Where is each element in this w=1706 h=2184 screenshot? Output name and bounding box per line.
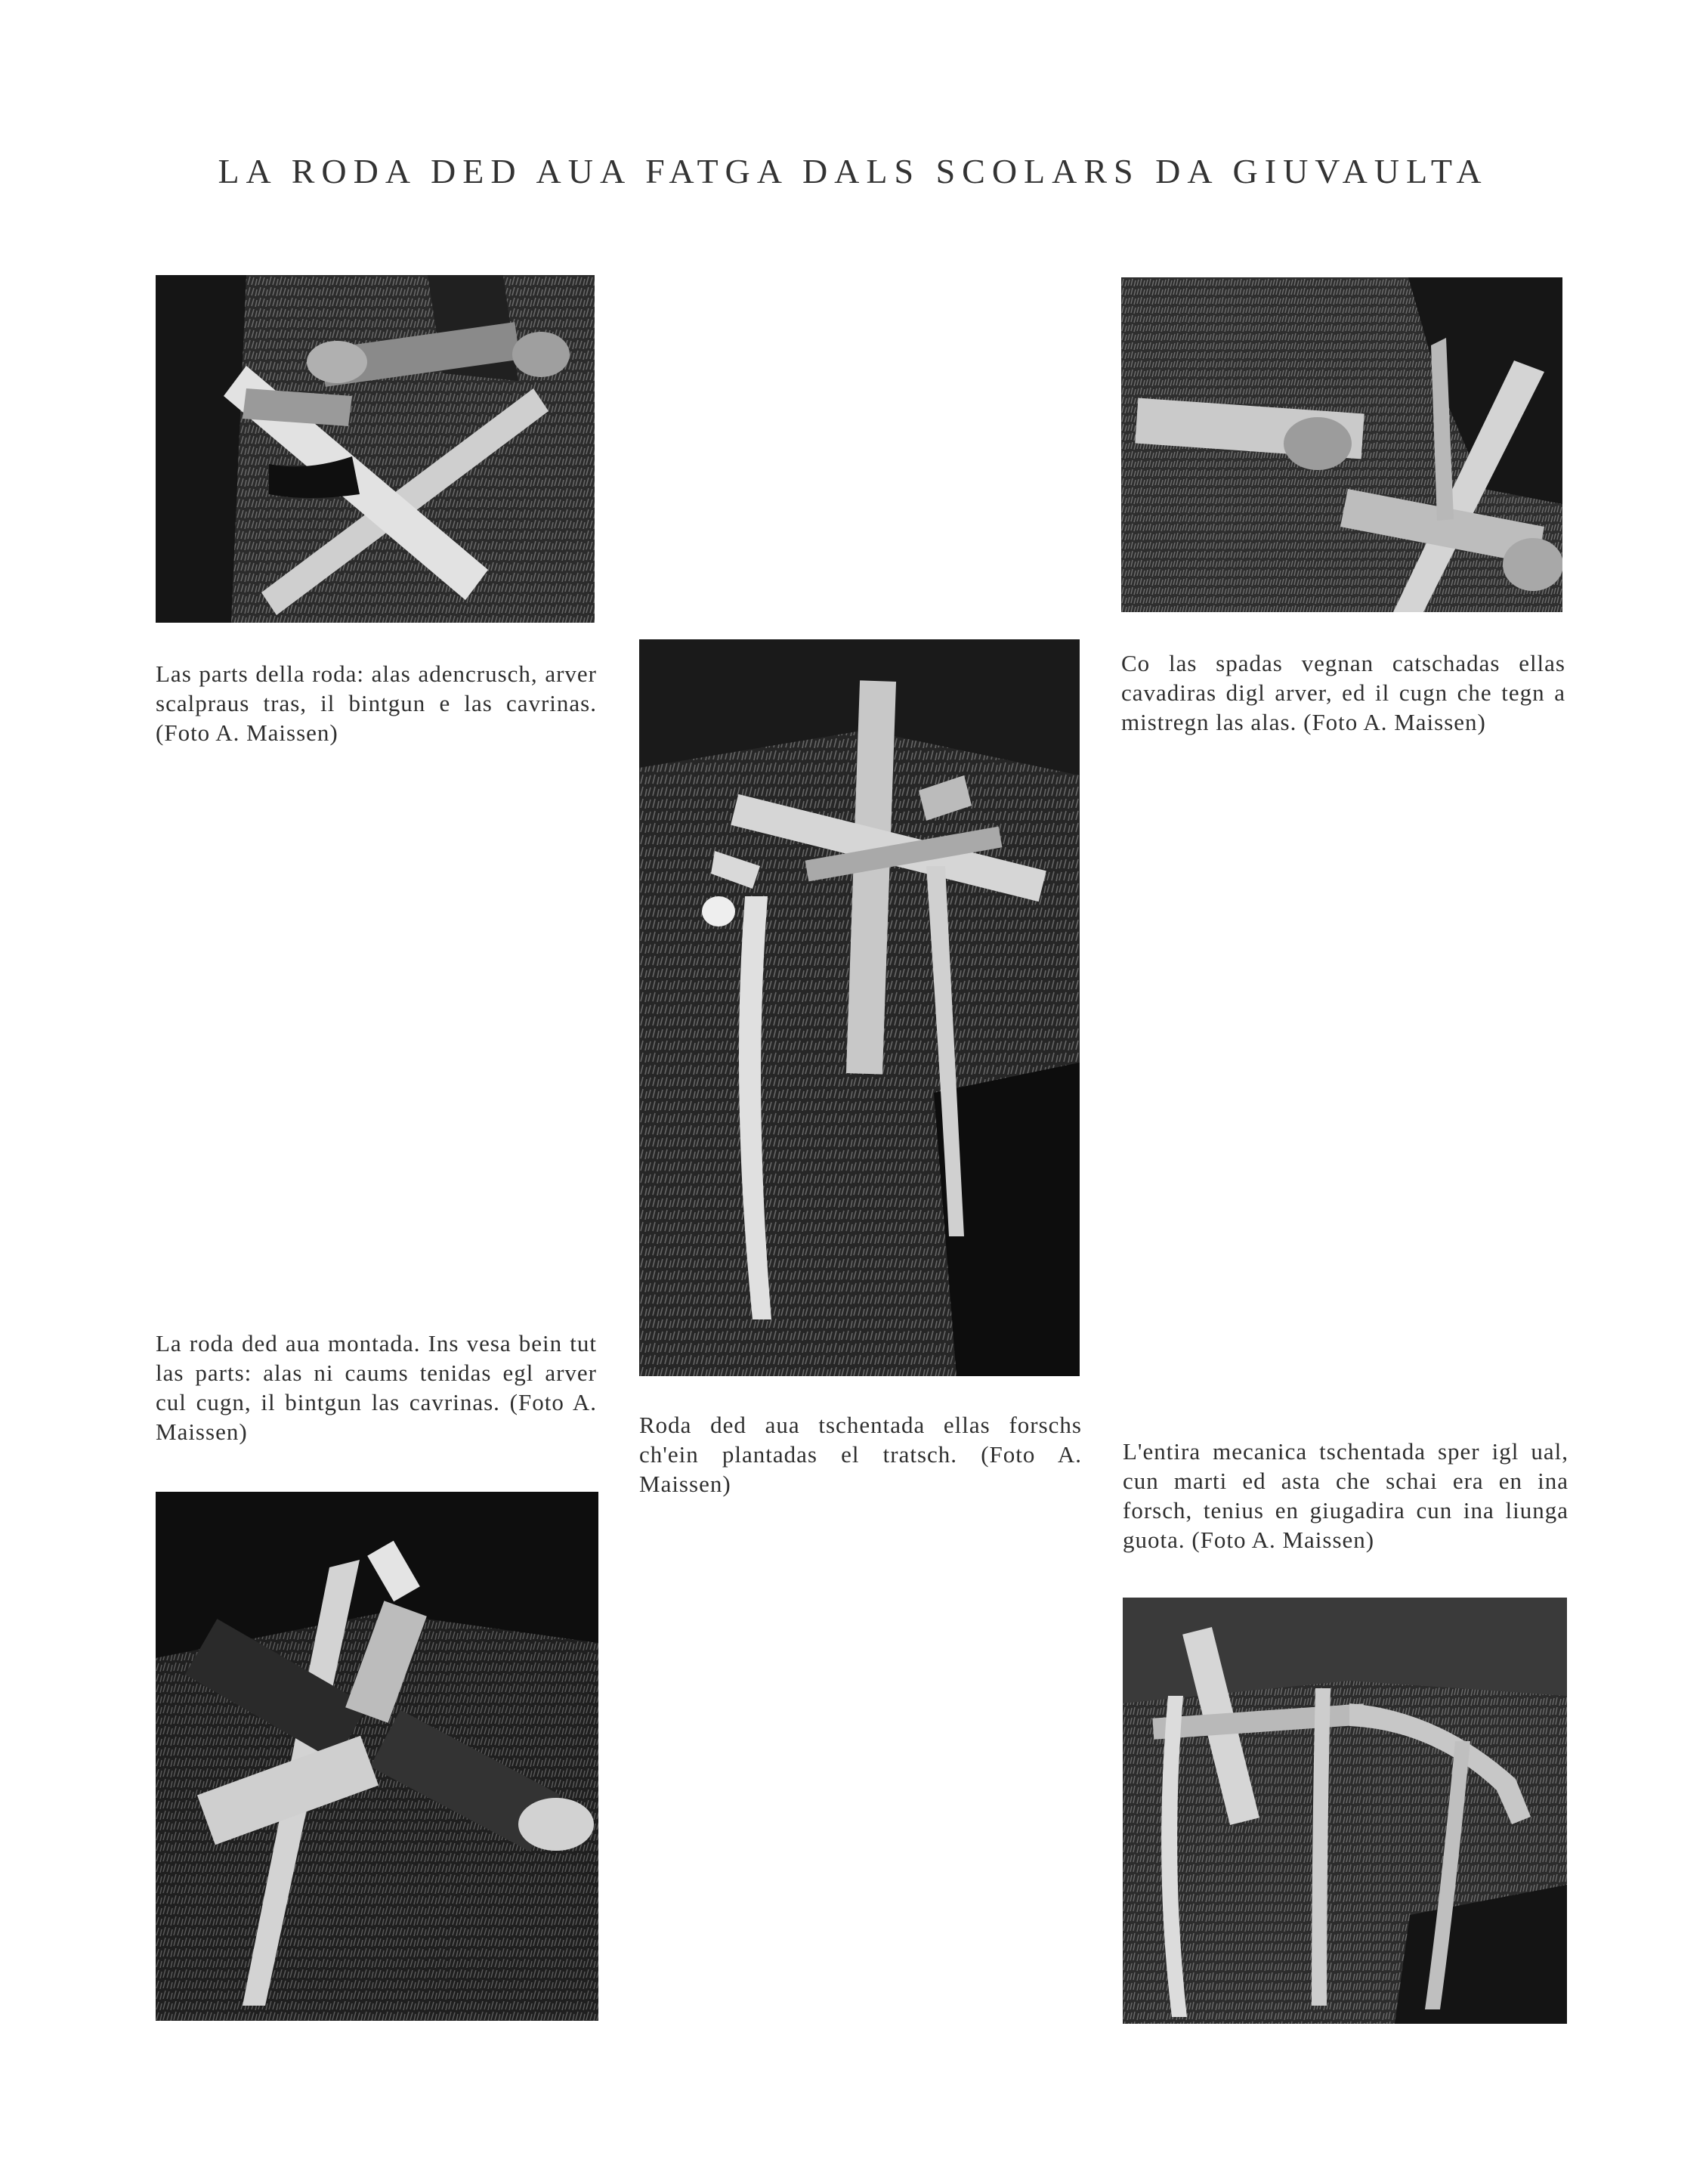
photo-paddles-into-axle: [1121, 277, 1562, 612]
photo-mechanism-by-stream: [1123, 1598, 1567, 2024]
photo-assembled-wheel: [156, 1492, 598, 2021]
photo-caption: L'entira mecanica tschentada sper igl ual, cun marti ed asta che schai era en ina forsch, tenius en giugadira cun ina liunga guota. (Foto A. Maissen): [1123, 1438, 1568, 1553]
page-title: LA RODA DED AUA FATGA DALS SCOLARS DA GIUVAULTA: [218, 152, 1488, 190]
photo-wheel-parts: [156, 275, 595, 623]
photo-caption: Roda ded aua tschentada ellas forschs ch'ein plantadas el tratsch. (Foto A. Maissen): [639, 1412, 1082, 1497]
photo-caption: La roda ded aua montada. Ins vesa bein tut las parts: alas ni caums tenidas egl arver cul cugn, il bintgun las cavrinas. (Foto A. Maissen): [156, 1330, 597, 1445]
photo-wheel-on-forks: [639, 639, 1080, 1376]
photo-caption: Las parts della roda: alas adencrusch, arver scalpraus tras, il bintgun e las cavrinas. (Foto A. Maissen): [156, 660, 597, 746]
photo-caption: Co las spadas vegnan catschadas ellas cavadiras digl arver, ed il cugn che tegn a mistregn las alas. (Foto A. Maissen): [1121, 650, 1565, 735]
